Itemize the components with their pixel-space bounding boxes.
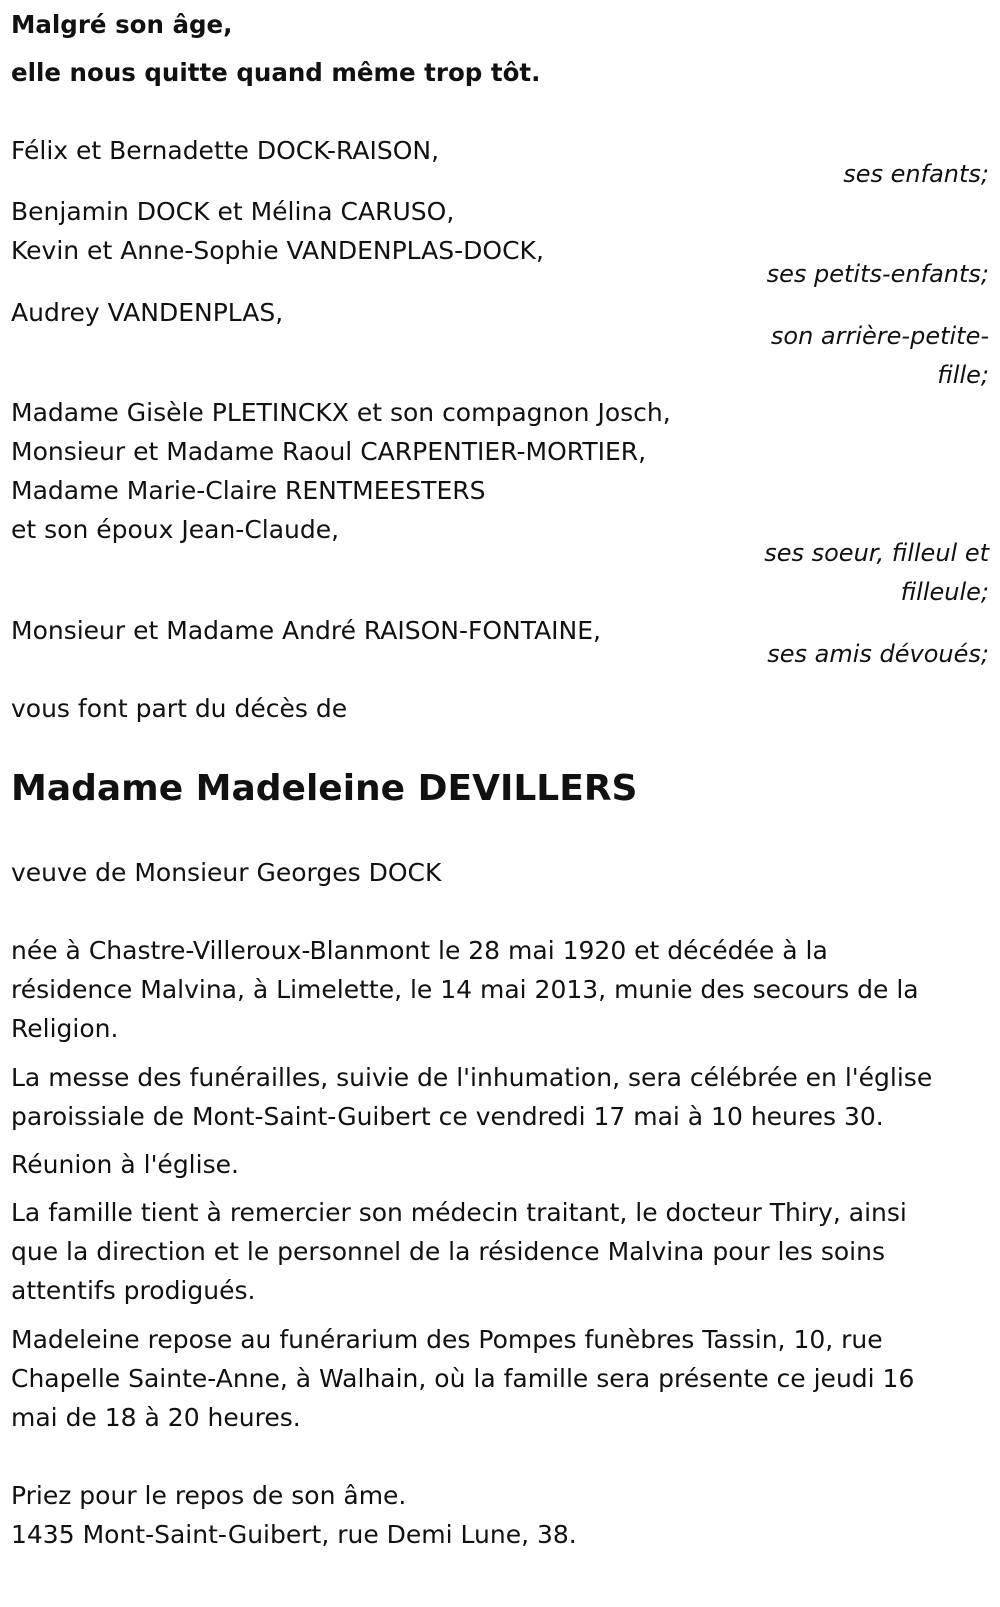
rest-line-1: Madeleine repose au funérarium des Pompes funèbres Tassin, 10, rue [11,1325,883,1354]
meeting-text: Réunion à l'église. [11,1150,239,1179]
grandchildren-name-1: Benjamin DOCK et Mélina CARUSO, [11,197,455,226]
birth-death-line-1: née à Chastre-Villeroux-Blanmont le 28 mai 1920 et décédée à la [11,936,828,965]
siblings-name-2: Monsieur et Madame Raoul CARPENTIER-MORTIER, [11,437,647,466]
thanks-line-1: La famille tient à remercier son médecin traitant, le docteur Thiry, ainsi [11,1198,907,1227]
rest-line-2: Chapelle Sainte-Anne, à Walhain, où la famille sera présente ce jeudi 16 [11,1364,915,1393]
children-relation: ses enfants; [843,160,989,188]
thanks-line-2: que la direction et le personnel de la résidence Malvina pour les soins [11,1237,885,1266]
greatgrandchild-relation-line-2: fille; [937,361,989,389]
rest-line-3: mai de 18 à 20 heures. [11,1403,301,1432]
announcement-text: vous font part du décès de [11,694,348,723]
children-names: Félix et Bernadette DOCK-RAISON, [11,136,440,165]
funeral-line-1: La messe des funérailles, suivie de l'inhumation, sera célébrée en l'église [11,1063,933,1092]
grandchildren-name-2: Kevin et Anne-Sophie VANDENPLAS-DOCK, [11,236,544,265]
siblings-name-1: Madame Gisèle PLETINCKX et son compagnon Josch, [11,398,671,427]
address-text: 1435 Mont-Saint-Guibert, rue Demi Lune, 38. [11,1520,577,1549]
epigraph-line-1: Malgré son âge, [11,10,233,39]
greatgrandchild-names: Audrey VANDENPLAS, [11,298,284,327]
greatgrandchild-relation-line-1: son arrière-petite- [770,322,989,350]
widow-of-text: veuve de Monsieur Georges DOCK [11,858,442,887]
siblings-name-4: et son époux Jean-Claude, [11,515,340,544]
grandchildren-relation: ses petits-enfants; [766,260,989,288]
thanks-line-3: attentifs prodigués. [11,1276,256,1305]
friends-names: Monsieur et Madame André RAISON-FONTAINE, [11,616,602,645]
siblings-relation-line-1: ses soeur, filleul et [764,539,989,567]
friends-relation: ses amis dévoués; [767,640,989,668]
epigraph-line-2: elle nous quitte quand même trop tôt. [11,58,541,87]
birth-death-line-2: résidence Malvina, à Limelette, le 14 mai 2013, munie des secours de la [11,975,919,1004]
funeral-line-2: paroissiale de Mont-Saint-Guibert ce vendredi 17 mai à 10 heures 30. [11,1102,884,1131]
siblings-name-3: Madame Marie-Claire RENTMEESTERS [11,476,486,505]
birth-death-line-3: Religion. [11,1014,119,1043]
prayer-text: Priez pour le repos de son âme. [11,1481,407,1510]
siblings-relation-line-2: filleule; [900,578,989,606]
deceased-name: Madame Madeleine DEVILLERS [11,768,638,809]
